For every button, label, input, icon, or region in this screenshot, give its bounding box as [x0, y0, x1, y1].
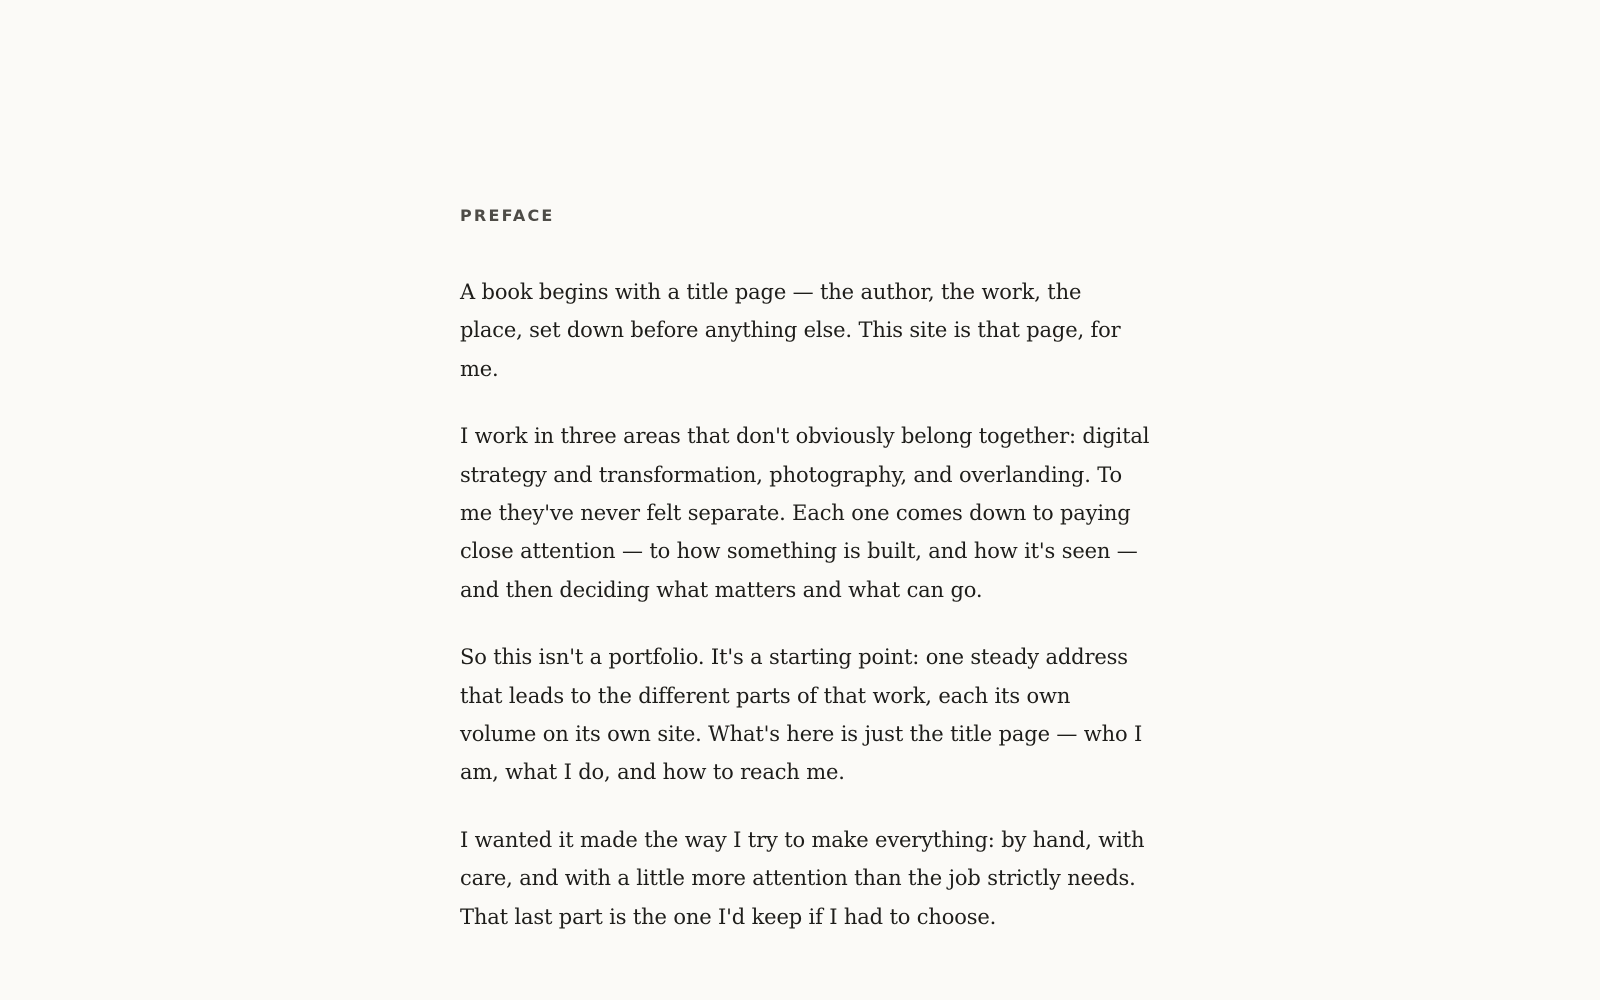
preface-section [460, 204, 1160, 936]
preface-paragraph-1: A book begins with a title page — the author, the work, the place, set down before anything else. This site is that page, for me. [460, 280, 1121, 381]
section-eyebrow: PREFACE [460, 206, 555, 225]
preface-paragraph-4: I wanted it made the way I try to make everything: by hand, with care, and with a little more attention than the job strictly needs. That last part is the one I'd keep if I had to choose. [460, 827, 1145, 929]
preface-paragraph-3: So this isn't a portfolio. It's a starting point: one steady address that leads to the different parts of that work, each its own volume on its own site. What's here is just the title page — who I am, what I do, and how to reach me. [460, 645, 1143, 785]
preface-body [460, 273, 1160, 936]
preface-paragraph-2: I work in three areas that don't obviously belong together: digital strategy and transformation, photography, and overlanding. To me they've never felt separate. Each one comes down to paying close attention — to how something is built, and how it's seen — and then deciding what matters and what can go. [460, 424, 1150, 602]
